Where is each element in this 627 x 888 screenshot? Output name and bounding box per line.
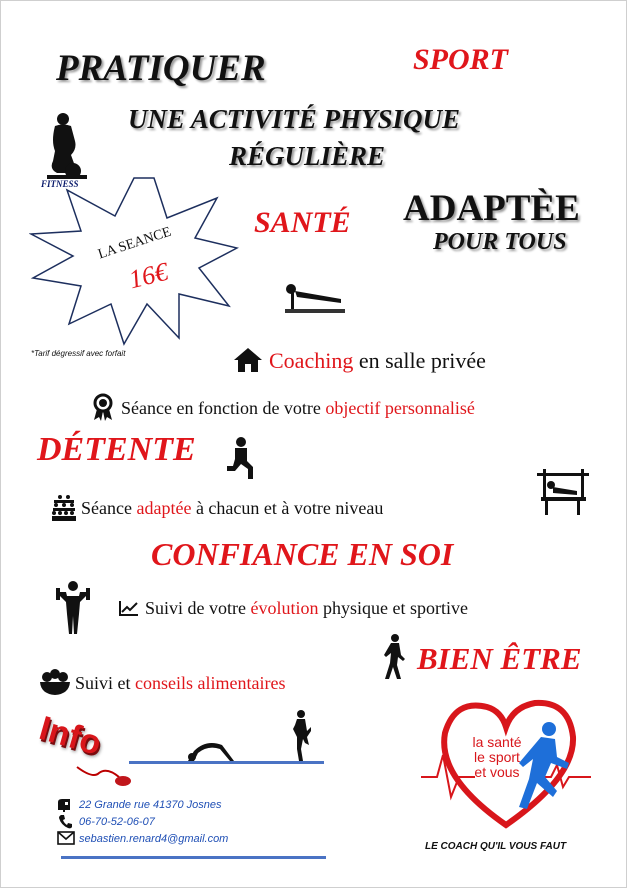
logo-line1: la santé [472, 734, 522, 750]
logo-line3: et vous [474, 764, 520, 780]
line-chart-icon [118, 599, 140, 622]
alimentaire-highlight: conseils alimentaires [135, 673, 286, 693]
keyword-bien-etre: BIEN ÊTRE [417, 641, 582, 676]
adaptee-text-after: à chacun et à votre niveau [191, 498, 384, 518]
adaptee-line [81, 498, 383, 519]
knee-raise-icon [289, 709, 313, 768]
evolution-line [145, 598, 468, 619]
evolution-text-after: physique et sportive [318, 598, 468, 618]
objectif-line [121, 398, 475, 419]
title-pratiquer: PRATIQUER [56, 48, 266, 89]
evolution-highlight: évolution [250, 598, 319, 618]
keyword-pour-tous: POUR TOUS [433, 229, 567, 255]
award-ribbon-icon [91, 392, 115, 427]
adaptee-text-before: Séance [81, 498, 137, 518]
keyword-adaptee: ADAPTÈE [403, 188, 580, 229]
info-mouse-icon [35, 709, 133, 787]
lunge-icon [223, 437, 259, 486]
subtitle-line1: UNE ACTIVITÉ PHYSIQUE [128, 104, 461, 134]
adaptee-highlight: adaptée [136, 498, 192, 518]
phone-text: 06-70-52-06-07 [79, 816, 155, 828]
pushup-icon [281, 283, 347, 320]
people-group-icon [51, 494, 77, 527]
objectif-text: Séance en fonction de votre [121, 398, 326, 418]
runner-icon [381, 633, 407, 686]
alimentaire-text-before: Suivi et [75, 673, 136, 693]
price-value: 16€ [125, 256, 171, 295]
fitness-label: FITNESS [41, 179, 79, 189]
home-icon [233, 346, 263, 379]
starburst-shape [29, 176, 239, 346]
tarif-note: *Tarif dégressif avec forfait [31, 349, 126, 358]
email-icon [57, 831, 75, 850]
logo-line2: le sport [474, 749, 520, 765]
coaching-line [269, 348, 486, 374]
info-label: Info [35, 709, 106, 763]
yoga-bridge-icon [184, 737, 240, 768]
seance-label: LA SEANCE [96, 224, 174, 263]
food-bowl-icon [39, 668, 71, 701]
coaching-rest: en salle privée [353, 348, 486, 373]
keyword-sport: SPORT [413, 43, 509, 76]
divider-bottom [61, 856, 326, 859]
alimentaire-line [75, 673, 285, 694]
evolution-text-before: Suivi de votre [145, 598, 251, 618]
logo-tagline: LE COACH QU'IL VOUS FAUT [425, 841, 567, 852]
email-text[interactable]: sebastien.renard4@gmail.com [79, 833, 229, 845]
keyword-sante: SANTÉ [254, 206, 351, 239]
coaching-highlight: Coaching [269, 348, 354, 373]
dumbbell-man-icon [53, 578, 93, 641]
bench-press-icon [533, 467, 593, 522]
price-badge [29, 176, 239, 346]
objectif-highlight: objectif [325, 398, 381, 418]
keyword-detente: DÉTENTE [37, 431, 196, 468]
subtitle-line2: RÉGULIÈRE [229, 141, 386, 171]
address-text: 22 Grande rue 41370 Josnes [79, 799, 222, 811]
logo-text [457, 735, 537, 780]
heart-runner-logo [417, 685, 595, 863]
keyword-confiance: CONFIANCE EN SOI [151, 536, 454, 572]
personnalise-highlight: personnalisé [384, 398, 475, 418]
